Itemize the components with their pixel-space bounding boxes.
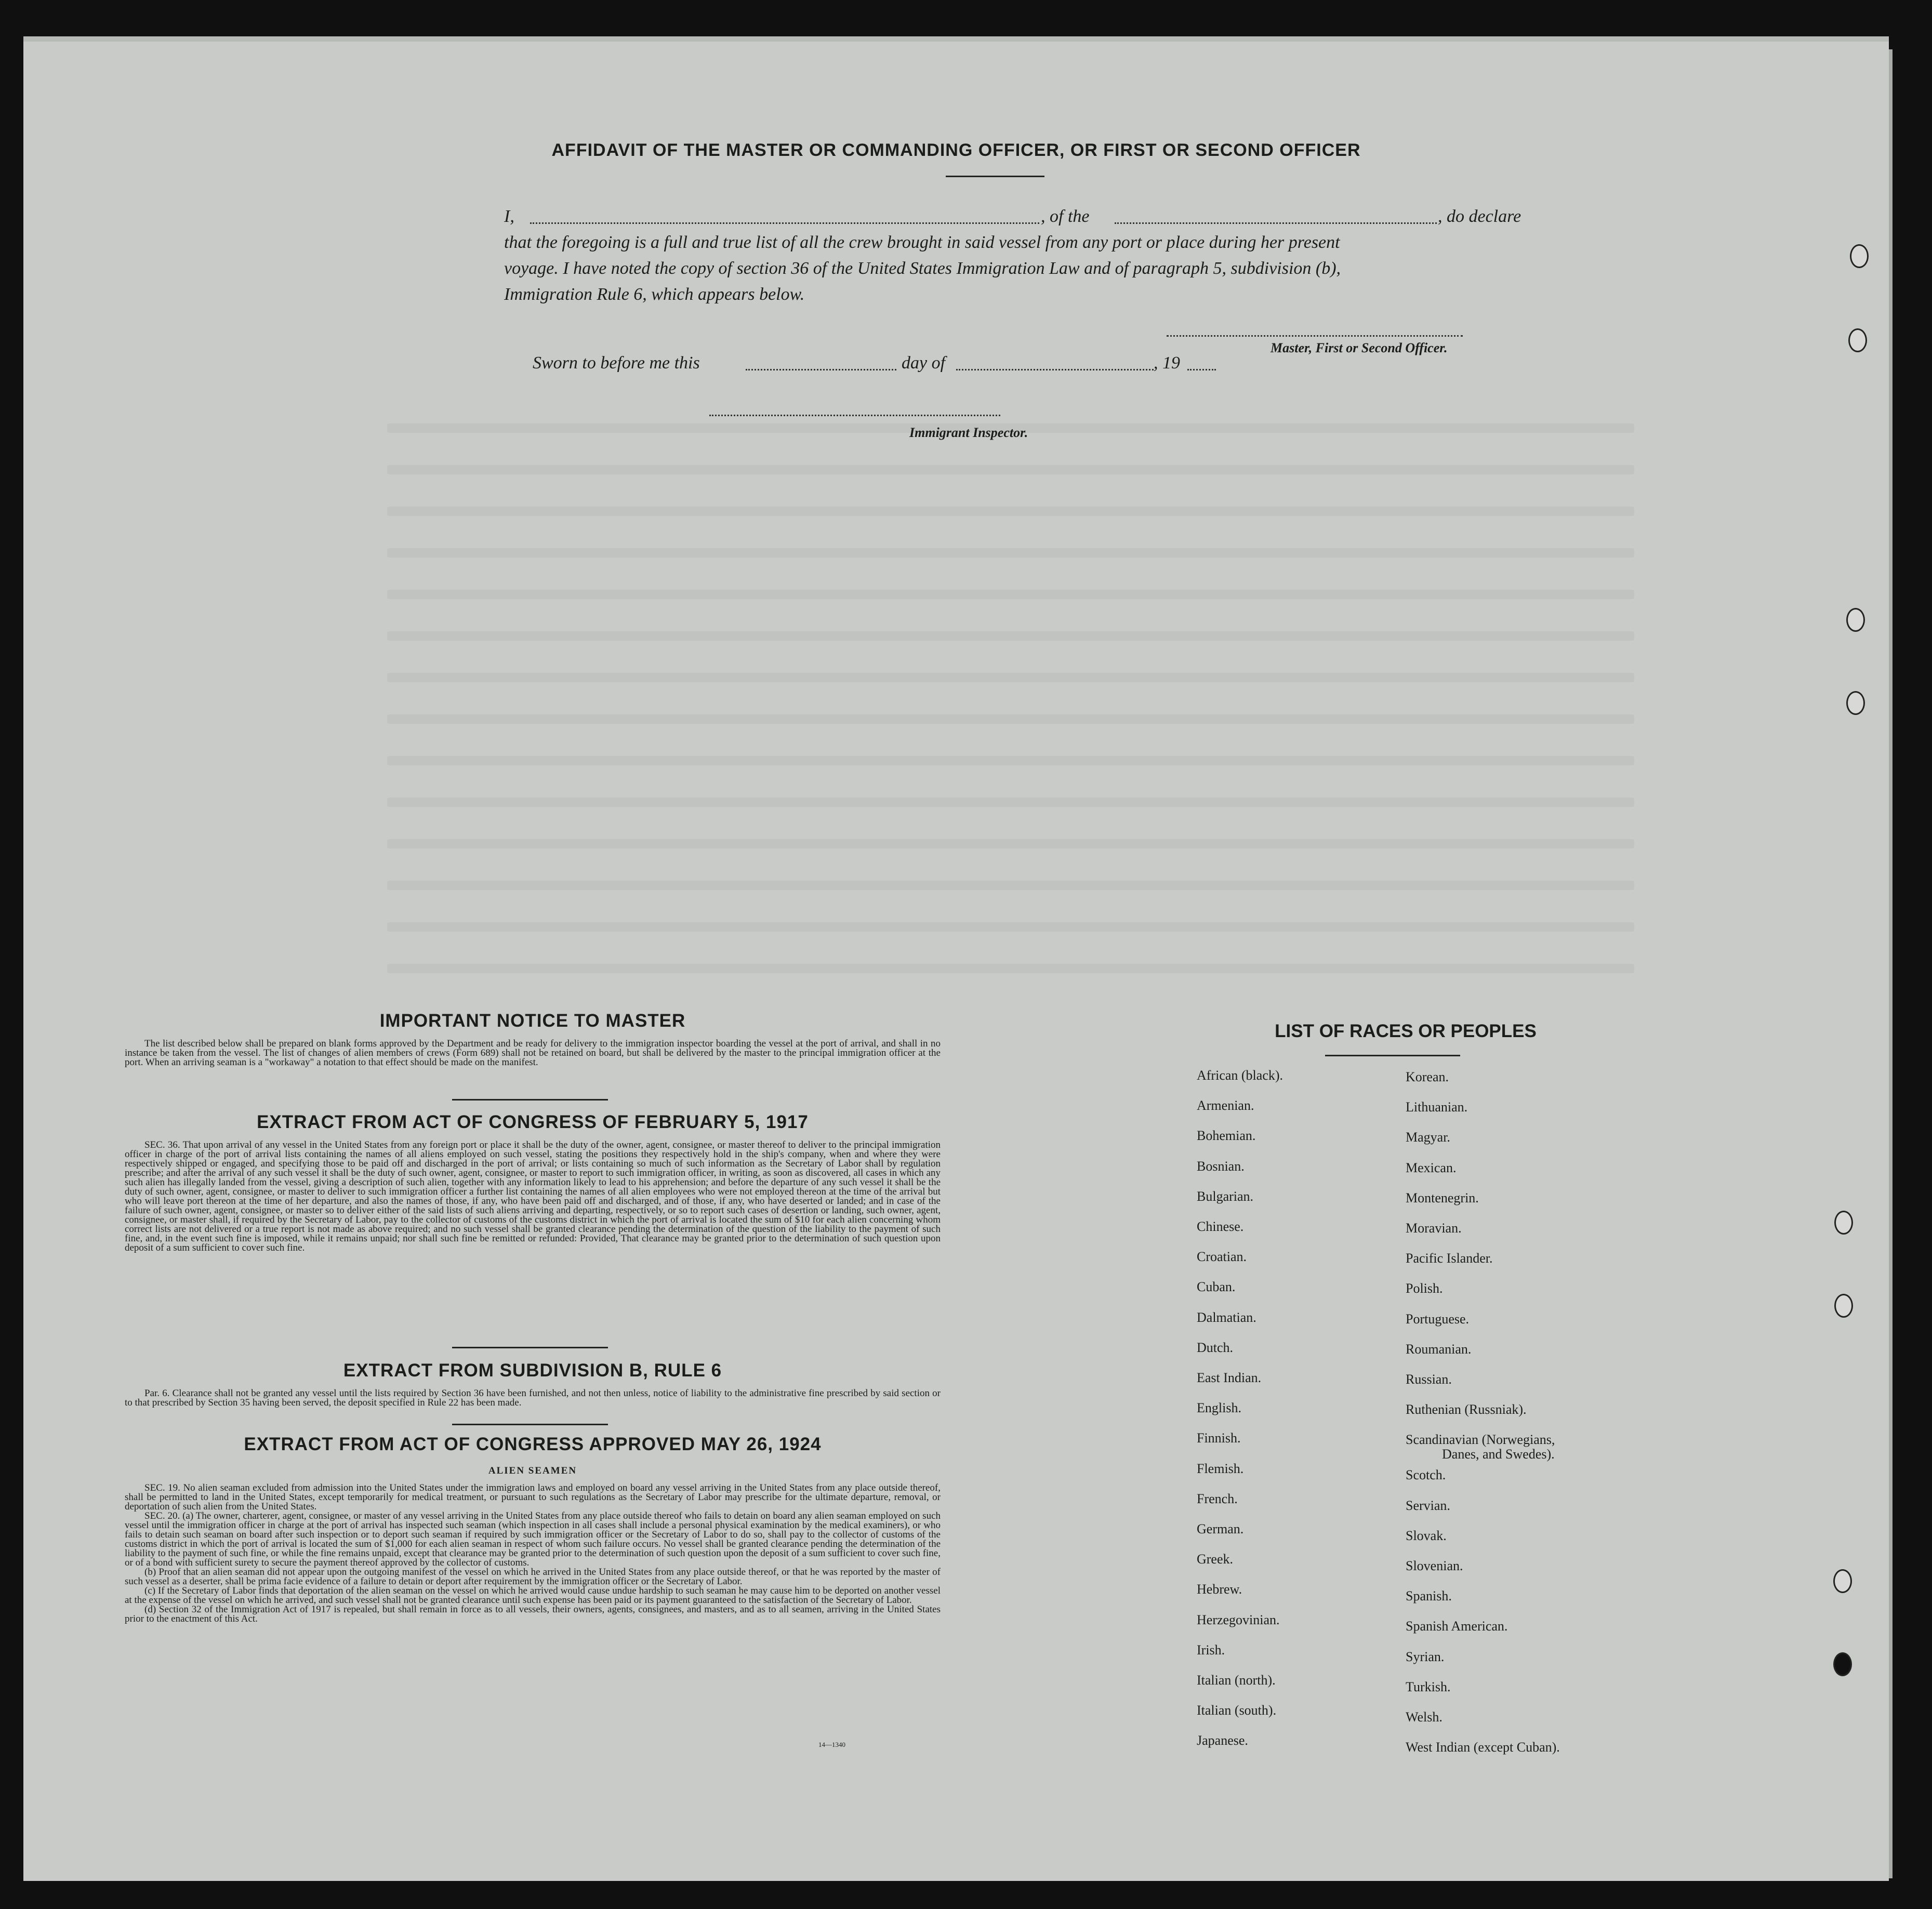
sec-20a: SEC. 20. (a) The owner, charterer, agent, consignee, or master of any vessel arriving in the United States from any place outside thereof who fails to detain on board any alien seaman employed on such vessel until the immigration officer in charge at the port of arrival has inspected such seaman (which inspection in all cases shall include a personal physical examination by the medical examiners), or who fails to detain such seaman on board after such inspection or to deport such seaman if required by such immigration officer or the Secretary of Labor to do so, shall pay to the collector of customs of the customs district in which the port of arrival is located the sum of $1,000 for each alien seaman in respect of whom such failure occurs. No vessel shall be granted clearance pending the determination of the liability to the payment of such fine, or while the fine remains unpaid, except that clearance may be granted prior to the determination of such question upon the deposit of a sum sufficient to cover such fine, or of a bond with sufficient surety to secure the payment thereof approved by the collector of customs.	[125, 1510, 941, 1568]
sworn-day-of: day of	[902, 353, 946, 373]
divider	[452, 1424, 608, 1425]
race-item: Bosnian.	[1197, 1158, 1245, 1174]
race-item: Spanish American.	[1406, 1619, 1508, 1634]
race-item: Japanese.	[1197, 1733, 1248, 1748]
punch-hole	[1846, 691, 1865, 715]
race-item: Flemish.	[1197, 1461, 1244, 1476]
race-item: Slovenian.	[1406, 1558, 1463, 1573]
race-item: Cuban.	[1197, 1279, 1236, 1295]
race-item: Danes, and Swedes).	[1442, 1447, 1555, 1462]
divider	[1325, 1055, 1460, 1056]
divider	[452, 1347, 608, 1348]
notice-title: IMPORTANT NOTICE TO MASTER	[379, 1011, 686, 1031]
race-item: Syrian.	[1406, 1649, 1445, 1664]
affidavit-i: I,	[504, 207, 514, 226]
affidavit-line-3: voyage. I have noted the copy of section 36 of the United States Immigration Law and of paragraph 5, subdivision (b),	[504, 259, 1341, 278]
master-caption: Master, First or Second Officer.	[1271, 340, 1448, 355]
sworn-year: , 19	[1154, 353, 1180, 373]
sworn-year-blank[interactable]	[1187, 369, 1216, 370]
punch-hole	[1848, 328, 1867, 352]
divider	[946, 176, 1044, 177]
sec-20c: (c) If the Secretary of Labor finds that deportation of the alien seaman on the vessel on which he arrived would cause undue hardship to such seaman he may cause him to be deported on another vessel at the expense of the vessel on which he arrived, and such vessel shall not be granted clearance until such expense has been paid or its payment guaranteed to the satisfaction of the Secretary of Labor.	[125, 1585, 941, 1606]
race-item: Spanish.	[1406, 1588, 1452, 1604]
race-item: German.	[1197, 1521, 1244, 1536]
race-item: Servian.	[1406, 1497, 1450, 1513]
race-item: Portuguese.	[1406, 1311, 1470, 1327]
race-item: Bulgarian.	[1197, 1188, 1254, 1204]
extract-1917-text: SEC. 36. That upon arrival of any vessel in the United States from any foreign port or place it shall be the duty of the owner, agent, consignee, or master thereof to deliver to the principal immigration officer in charge of the port of arrival lists containing the names of all aliens employed on such vessel, stating the positions they respectively hold in the ship's company, when and where they were respectively shipped or engaged, and specifying those to be paid off and discharged in the port of arrival; or lists containing so much of such information as the Secretary of Labor shall by regulation prescribe; and after the arrival of any such vessel it shall be the duty of such owner, agent, consignee, or master to report to such immigration officer, in writing, as soon as discovered, all cases in which any such alien has illegally landed from the vessel, giving a description of such alien, together with any information likely to lead to his apprehension; and before the departure of any such vessel it shall be the duty of such owner, agent, consignee, or master to deliver to such immigration officer a further list containing the names of all alien employees who were not employed thereon at the time of the arrival but who will leave port thereon at the time of her departure, and also the names of those, if any, who have been paid off and discharged, and of those, if any, who have deserted or landed; and in case of the failure of such owner, agent, consignee, or master so to deliver either of the said lists of such aliens arriving and departing, respectively, or so to report such cases of desertion or landing, such owner, agent, consignee, or master shall, if required by the Secretary of Labor, pay to the collector of customs of the customs district in which the port of arrival is located the sum of $10 for each alien concerning whom correct lists are not delivered or a true report is not made as above required; and no such vessel shall be granted clearance pending the determination of the question of the liability to the payment of such fine, and, in the event such fine is imposed, while it remains unpaid; nor shall such fine be remitted or refunded: Provided, That clearance may be granted prior to the determination of such question upon deposit of a sum sufficient to cover such fine.	[125, 1139, 941, 1253]
sec-19: SEC. 19. No alien seaman excluded from admission into the United States under the immigration laws and employed on board any vessel arriving in the United States from any place outside thereof, shall be permitted to land in the United States, except temporarily for medical treatment, or pursuant to such regulations as the Secretary of Labor may prescribe for the ultimate departure, removal, or deportation of such alien from the United States.	[125, 1482, 941, 1512]
race-item: French.	[1197, 1491, 1238, 1506]
punch-hole	[1833, 1652, 1852, 1676]
extract-rule6-text: Par. 6. Clearance shall not be granted any vessel until the lists required by Section 36 have been furnished, and not then unless, notice of liability to the administrative fine prescribed by said section or to that prescribed by Section 35 having been served, the deposit specified in Rule 22 has been made.	[125, 1388, 941, 1408]
race-item: Roumanian.	[1406, 1341, 1472, 1357]
sworn-prefix: Sworn to before me this	[533, 353, 700, 373]
vessel-blank[interactable]	[1115, 222, 1437, 224]
race-item: Finnish.	[1197, 1430, 1241, 1446]
affidavit-line-2: that the foregoing is a full and true list of all the crew brought in said vessel from any port or place during her present	[504, 233, 1340, 252]
race-item: Pacific Islander.	[1406, 1251, 1493, 1266]
race-item: Armenian.	[1197, 1098, 1254, 1113]
race-item: Ruthenian (Russniak).	[1406, 1402, 1527, 1417]
inspector-signature-blank[interactable]	[709, 415, 1000, 416]
race-item: Korean.	[1406, 1069, 1449, 1084]
race-item: Dutch.	[1197, 1340, 1234, 1355]
race-item: Lithuanian.	[1406, 1099, 1468, 1115]
race-item: Herzegovinian.	[1197, 1612, 1280, 1627]
race-item: Chinese.	[1197, 1219, 1244, 1234]
race-item: Russian.	[1406, 1372, 1452, 1387]
extract-1924-text	[125, 1483, 941, 1624]
race-item: English.	[1197, 1400, 1241, 1416]
extract-1924-title: EXTRACT FROM ACT OF CONGRESS APPROVED MAY 26, 1924	[244, 1434, 822, 1454]
race-item: Greek.	[1197, 1552, 1234, 1567]
extract-1917-title: EXTRACT FROM ACT OF CONGRESS OF FEBRUARY 5, 1917	[257, 1112, 809, 1132]
race-item: Croatian.	[1197, 1249, 1247, 1265]
affidavit-do-declare: , do declare	[1438, 207, 1521, 226]
race-item: Polish.	[1406, 1281, 1443, 1296]
punch-hole	[1833, 1569, 1852, 1593]
punch-hole	[1834, 1211, 1853, 1235]
race-item: West Indian (except Cuban).	[1406, 1740, 1560, 1755]
race-item: Dalmatian.	[1197, 1309, 1256, 1325]
race-item: Welsh.	[1406, 1709, 1443, 1725]
race-item: Magyar.	[1406, 1130, 1450, 1145]
race-item: African (black).	[1197, 1068, 1283, 1083]
name-blank[interactable]	[530, 222, 1039, 224]
punch-hole	[1846, 608, 1865, 632]
affidavit-of-the: , of the	[1041, 207, 1090, 226]
races-title: LIST OF RACES OR PEOPLES	[1275, 1021, 1537, 1041]
race-item: Scandinavian (Norwegians,	[1406, 1432, 1555, 1448]
document-page	[23, 42, 1889, 1881]
sworn-month-blank[interactable]	[956, 369, 1154, 370]
race-item: Turkish.	[1406, 1679, 1451, 1694]
race-item: Mexican.	[1406, 1160, 1457, 1175]
race-item: Irish.	[1197, 1642, 1225, 1658]
race-item: Scotch.	[1406, 1467, 1446, 1483]
extract-rule6-title: EXTRACT FROM SUBDIVISION B, RULE 6	[343, 1360, 722, 1381]
affidavit-line-4: Immigration Rule 6, which appears below.	[504, 285, 805, 304]
affidavit-title: AFFIDAVIT OF THE MASTER OR COMMANDING OFFICER, OR FIRST OR SECOND OFFICER	[551, 140, 1361, 160]
race-item: Italian (south).	[1197, 1703, 1277, 1718]
race-item: Slovak.	[1406, 1528, 1447, 1543]
form-number: 14—1340	[818, 1741, 845, 1748]
race-item: Hebrew.	[1197, 1582, 1242, 1597]
race-item: East Indian.	[1197, 1370, 1262, 1385]
punch-hole	[1834, 1294, 1853, 1318]
inspector-caption: Immigrant Inspector.	[909, 425, 1028, 440]
race-item: Montenegrin.	[1406, 1190, 1479, 1205]
sworn-day-blank[interactable]	[746, 369, 896, 370]
notice-text: The list described below shall be prepared on blank forms approved by the Department and be ready for delivery to the immigration inspector boarding the vessel at the port of arrival, and shall in no instance be taken from the vessel. The list of changes of alien members of crews (Form 689) shall not be retained on board, but shall be delivered by the master to the principal immigration officer at the port. When an arriving seaman is a "workaway" a notation to that effect should be made on the manifest.	[125, 1038, 941, 1068]
race-item: Italian (north).	[1197, 1673, 1276, 1688]
extract-1924-subtitle: ALIEN SEAMEN	[488, 1465, 577, 1476]
sec-20b: (b) Proof that an alien seaman did not appear upon the outgoing manifest of the vessel on which he arrived in the United States from any place outside thereof, or that he was reported by the master of such vessel as a deserter, shall be prima facie evidence of a failure to detain or deport after requirement by the immigration officer or the Secretary of Labor.	[125, 1567, 941, 1587]
master-signature-blank[interactable]	[1167, 335, 1463, 337]
race-item: Moravian.	[1406, 1221, 1462, 1236]
sec-20d: (d) Section 32 of the Immigration Act of 1917 is repealed, but shall remain in force as to all vessels, their owners, agents, consignees, and masters, and as to all seamen, arriving in the United States prior to the enactment of this Act.	[125, 1604, 941, 1624]
divider	[452, 1099, 608, 1101]
punch-hole	[1850, 244, 1869, 268]
race-item: Bohemian.	[1197, 1128, 1256, 1144]
